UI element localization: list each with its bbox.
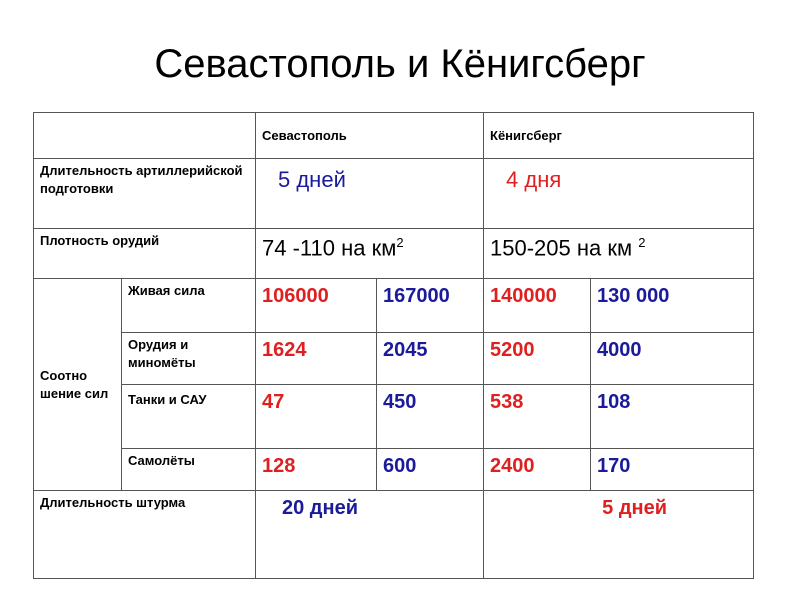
force-value: 450: [377, 385, 484, 449]
force-label: Орудия и миномёты: [122, 333, 256, 385]
row-label-ratio: Соотно шение сил: [34, 279, 122, 491]
table-row: [34, 229, 754, 279]
force-label: Живая сила: [122, 279, 256, 333]
force-value: 167000: [377, 279, 484, 333]
force-value: 600: [377, 449, 484, 491]
force-label: Танки и САУ: [122, 385, 256, 449]
table-row: [34, 385, 754, 449]
table-row: [34, 491, 754, 579]
force-value: 128: [256, 449, 377, 491]
force-value: 5200: [484, 333, 591, 385]
header-corner-cell: [34, 113, 256, 159]
row-label-artillery: Длительность артиллерийской подготовки: [34, 159, 256, 229]
row-label-density: Плотность орудий: [34, 229, 256, 279]
row-label-assault: Длительность штурма: [34, 491, 256, 579]
artillery-konigsberg: 4 дня: [484, 159, 754, 229]
force-value: 4000: [591, 333, 754, 385]
assault-konigsberg: 5 дней: [484, 491, 754, 579]
force-value: 2400: [484, 449, 591, 491]
header-sevastopol: Севастополь: [256, 113, 484, 159]
assault-sevastopol: 20 дней: [256, 491, 484, 579]
header-konigsberg: Кёнигсберг: [484, 113, 754, 159]
artillery-sevastopol: 5 дней: [256, 159, 484, 229]
comparison-table: [33, 112, 754, 579]
force-value: 1624: [256, 333, 377, 385]
table-row: [34, 159, 754, 229]
table-row: [34, 449, 754, 491]
force-value: 47: [256, 385, 377, 449]
force-value: 140000: [484, 279, 591, 333]
force-value: 538: [484, 385, 591, 449]
density-sevastopol: 74 -110 на $км^2$: [256, 229, 484, 279]
density-konigsberg: 150-205 на км $^2$: [484, 229, 754, 279]
table-row: [34, 279, 754, 333]
page-title: Севастополь и Кёнигсберг: [154, 42, 646, 86]
force-value: 106000: [256, 279, 377, 333]
force-value: 2045: [377, 333, 484, 385]
force-value: 108: [591, 385, 754, 449]
table-row: [34, 333, 754, 385]
force-value: 170: [591, 449, 754, 491]
force-value: 130 000: [591, 279, 754, 333]
force-label: Самолёты: [122, 449, 256, 491]
table-header-row: [34, 113, 754, 159]
